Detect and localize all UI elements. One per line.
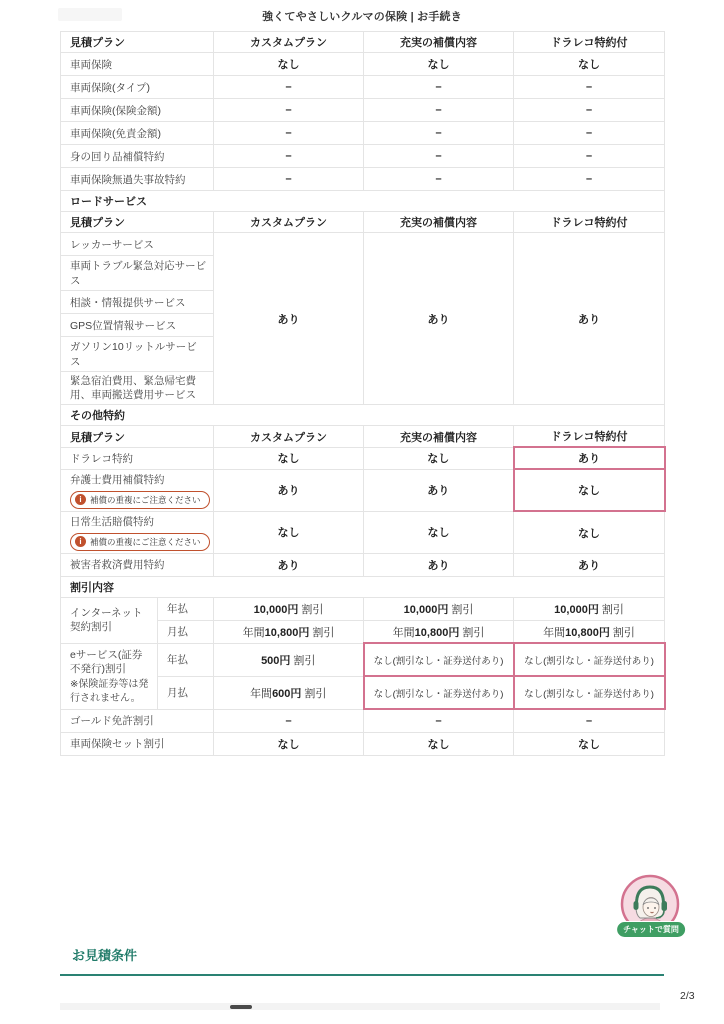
cell-value-merged: あり bbox=[364, 233, 514, 405]
row-label-with-warning bbox=[61, 469, 214, 511]
cell-value: 年間10,800円 割引 bbox=[364, 620, 514, 643]
section-header-row bbox=[61, 405, 665, 426]
cell-value: なし bbox=[364, 511, 514, 553]
plan-header-cell: 見積プラン bbox=[61, 426, 214, 448]
cell-value: 年間10,800円 割引 bbox=[514, 620, 665, 643]
plan-name-cell: カスタムプラン bbox=[214, 426, 364, 448]
table-row bbox=[61, 597, 665, 620]
cell-value: – bbox=[364, 145, 514, 168]
section-title: ロードサービス bbox=[61, 191, 665, 212]
row-label: ゴールド免許割引 bbox=[61, 709, 214, 732]
table-row bbox=[61, 709, 665, 732]
cell-value: – bbox=[514, 99, 665, 122]
info-icon: i bbox=[75, 536, 86, 547]
cell-value: 10,000円 割引 bbox=[364, 597, 514, 620]
payment-type-cell: 年払 bbox=[158, 643, 214, 676]
discounts-table bbox=[60, 576, 666, 756]
row-label: GPS位置情報サービス bbox=[61, 314, 214, 337]
section-header-row bbox=[61, 191, 665, 212]
row-label: 弁護士費用補償特約 bbox=[70, 473, 165, 486]
page-number: 2/3 bbox=[680, 990, 695, 1002]
plan-name-cell: 充実の補償内容 bbox=[364, 32, 514, 53]
cell-value: – bbox=[364, 76, 514, 99]
cell-value: – bbox=[364, 99, 514, 122]
table-row bbox=[61, 233, 665, 256]
cell-value-highlighted: なし(割引なし・証券送付あり) bbox=[364, 676, 514, 709]
cell-value: なし bbox=[514, 732, 665, 755]
table-row bbox=[61, 122, 665, 145]
quote-conditions-section bbox=[60, 936, 664, 976]
cell-value: – bbox=[364, 168, 514, 191]
other-riders-table bbox=[60, 404, 666, 577]
cell-value: – bbox=[214, 76, 364, 99]
row-label: 車両保険 bbox=[61, 53, 214, 76]
cell-value-highlighted: なし(割引なし・証券送付あり) bbox=[514, 676, 665, 709]
row-label: ガソリン10リットルサービス bbox=[61, 337, 214, 372]
plan-header-cell: 見積プラン bbox=[61, 32, 214, 53]
row-label: 日常生活賠償特約 bbox=[70, 515, 154, 528]
cell-value: なし bbox=[364, 732, 514, 755]
warning-badge bbox=[70, 533, 210, 551]
table-row bbox=[61, 732, 665, 755]
row-label: レッカーサービス bbox=[61, 233, 214, 256]
section-title: その他特約 bbox=[61, 405, 665, 426]
cell-value: 10,000円 割引 bbox=[514, 597, 665, 620]
cell-value-highlighted: なし bbox=[514, 469, 665, 511]
plan-name-cell: カスタムプラン bbox=[214, 212, 364, 233]
table-row bbox=[61, 447, 665, 469]
cell-value: – bbox=[514, 76, 665, 99]
table-header-row bbox=[61, 426, 665, 448]
road-service-table bbox=[60, 190, 665, 405]
cell-value: – bbox=[514, 145, 665, 168]
cell-value: – bbox=[514, 168, 665, 191]
table-row bbox=[61, 511, 665, 553]
cell-value: – bbox=[214, 168, 364, 191]
table-row bbox=[61, 553, 665, 576]
cell-value-merged: あり bbox=[214, 233, 364, 405]
cell-value: あり bbox=[514, 553, 665, 576]
plan-name-cell: ドラレコ特約付 bbox=[514, 32, 665, 53]
row-note: ※保険証券等は発行されません。 bbox=[70, 679, 149, 704]
row-label-with-warning bbox=[61, 511, 214, 553]
cell-value-highlighted: あり bbox=[514, 447, 665, 469]
cell-value: あり bbox=[214, 469, 364, 511]
scroll-remnant-bottom bbox=[60, 1003, 660, 1010]
table-row bbox=[61, 469, 665, 511]
row-label: 相談・情報提供サービス bbox=[61, 291, 214, 314]
cell-value: あり bbox=[364, 553, 514, 576]
cell-value-highlighted: なし(割引なし・証券送付あり) bbox=[514, 643, 665, 676]
cell-value: 10,000円 割引 bbox=[214, 597, 364, 620]
table-row bbox=[61, 145, 665, 168]
cell-value: – bbox=[214, 122, 364, 145]
payment-type-cell: 月払 bbox=[158, 620, 214, 643]
cell-value: – bbox=[214, 709, 364, 732]
cell-value: なし bbox=[214, 53, 364, 76]
row-label: ドラレコ特約 bbox=[61, 447, 214, 469]
section-title: 割引内容 bbox=[61, 576, 665, 597]
cell-value: あり bbox=[364, 469, 514, 511]
quote-conditions-title: お見積条件 bbox=[72, 948, 138, 963]
table-row bbox=[61, 643, 665, 676]
cell-value: – bbox=[214, 145, 364, 168]
table-header-row bbox=[61, 212, 665, 233]
warning-text: 補償の重複にご注意ください bbox=[90, 536, 201, 547]
plan-name-cell: 充実の補償内容 bbox=[364, 212, 514, 233]
table-row bbox=[61, 168, 665, 191]
row-label: 車両トラブル緊急対応サービス bbox=[61, 256, 214, 291]
cell-value: – bbox=[364, 709, 514, 732]
row-label: 車両保険(免責金額) bbox=[61, 122, 214, 145]
plan-name-cell: ドラレコ特約付 bbox=[514, 426, 665, 448]
plan-header-cell: 見積プラン bbox=[61, 212, 214, 233]
cell-value-highlighted: なし(割引なし・証券送付あり) bbox=[364, 643, 514, 676]
payment-type-cell: 年払 bbox=[158, 597, 214, 620]
cell-value: – bbox=[364, 122, 514, 145]
cell-value: – bbox=[214, 99, 364, 122]
warning-badge bbox=[70, 491, 210, 509]
chat-badge-label: チャットで質問 bbox=[616, 921, 686, 938]
row-label: インターネット契約割引 bbox=[61, 597, 158, 643]
table-row bbox=[61, 99, 665, 122]
cell-value-merged: あり bbox=[514, 233, 665, 405]
cell-value: なし bbox=[214, 732, 364, 755]
cell-value: – bbox=[514, 709, 665, 732]
row-label: 車両保険無過失事故特約 bbox=[61, 168, 214, 191]
section-header-row bbox=[61, 576, 665, 597]
cell-value: なし bbox=[214, 511, 364, 553]
plan-name-cell: ドラレコ特約付 bbox=[514, 212, 665, 233]
info-icon: i bbox=[75, 494, 86, 505]
payment-type-cell: 月払 bbox=[158, 676, 214, 709]
cell-value: なし bbox=[214, 447, 364, 469]
cell-value: 500円 割引 bbox=[214, 643, 364, 676]
cell-value: なし bbox=[514, 53, 665, 76]
cell-value: 年間10,800円 割引 bbox=[214, 620, 364, 643]
table-row bbox=[61, 53, 665, 76]
warning-text: 補償の重複にご注意ください bbox=[90, 494, 201, 505]
cell-value: なし bbox=[364, 447, 514, 469]
row-label: 緊急宿泊費用、緊急帰宅費用、車両搬送費用サービス bbox=[61, 372, 214, 405]
page-title: 強くてやさしいクルマの保険 | お手続き bbox=[262, 11, 462, 23]
row-label: 車両保険(タイプ) bbox=[61, 76, 214, 99]
row-label: 車両保険セット割引 bbox=[61, 732, 214, 755]
table-row bbox=[61, 76, 665, 99]
cell-value: なし bbox=[514, 511, 665, 553]
scroll-remnant-dash bbox=[230, 1005, 252, 1009]
row-label: 車両保険(保険金額) bbox=[61, 99, 214, 122]
table-header-row bbox=[61, 32, 665, 53]
row-label: eサービス(証券不発行)割引 bbox=[70, 648, 143, 675]
row-label: 身の回り品補償特約 bbox=[61, 145, 214, 168]
plan-name-cell: カスタムプラン bbox=[214, 32, 364, 53]
row-label-with-note bbox=[61, 643, 158, 709]
row-label: 被害者救済費用特約 bbox=[61, 553, 214, 576]
cell-value: あり bbox=[214, 553, 364, 576]
main-content bbox=[60, 8, 664, 756]
coverage-table bbox=[60, 31, 665, 191]
cell-value: なし bbox=[364, 53, 514, 76]
cell-value: 年間600円 割引 bbox=[214, 676, 364, 709]
plan-name-cell: 充実の補償内容 bbox=[364, 426, 514, 448]
cell-value: – bbox=[514, 122, 665, 145]
